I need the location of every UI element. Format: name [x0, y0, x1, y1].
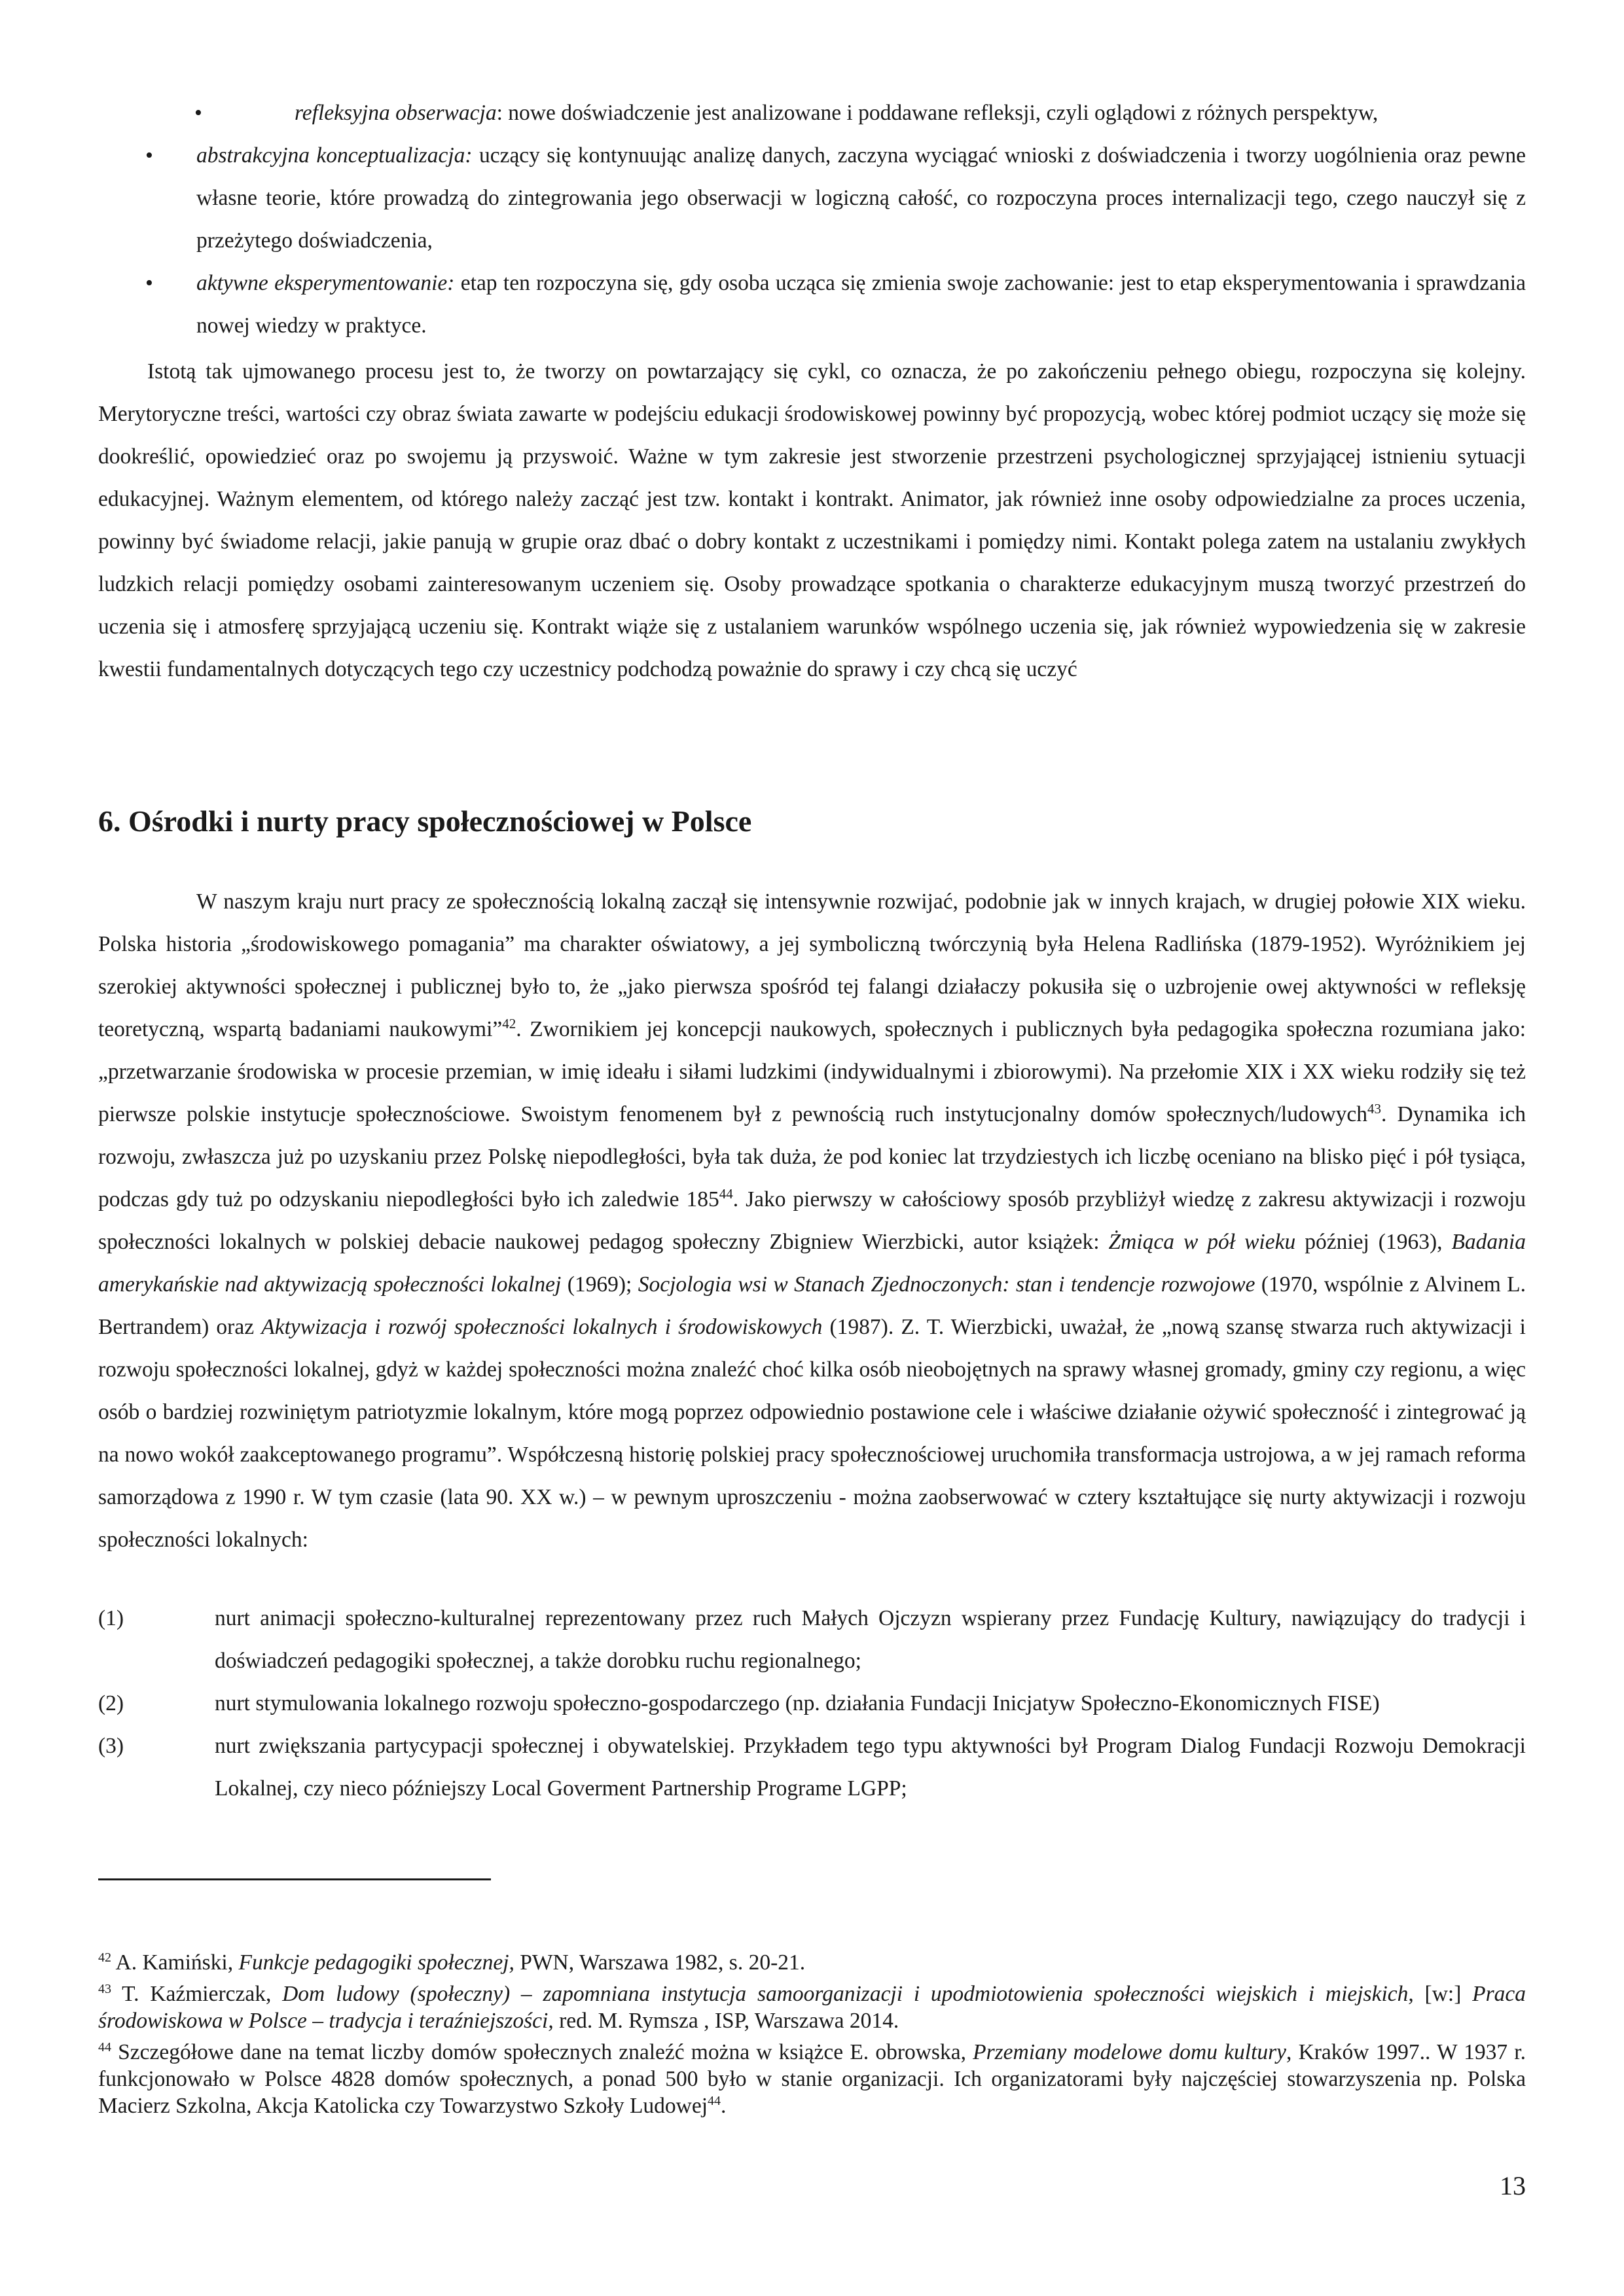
footnote-number: 42: [98, 1950, 111, 1965]
paragraph-text: (1970, wspólnie z Alvinem L. Bertrandem) oraz: [98, 1272, 1526, 1339]
footnote-text: , Kraków 1997.. W 1937 r. funkcjonowało w Polsce 4828 domów społecznych, a ponad 500 było w stanie organizacji. Ich organizatorami były najczęściej stowarzyszenia np. Polska Macierz Szkolna, Akcja Katolicka czy Towarzystwo Szkoły Ludowej: [98, 2040, 1526, 2118]
footnote-inner-ref: 44: [708, 2093, 721, 2108]
footnote-title: Dom ludowy (społeczny) – zapomniana instytucja samoorganizacji i upodmiotowienia społeczności wiejskich i miejskich,: [282, 1982, 1414, 2006]
numbered-list-item: [98, 1597, 1526, 1682]
book-title: Badania amerykańskie nad aktywizacją społeczności lokalnej: [98, 1230, 1526, 1297]
footnote-text: [w:]: [1413, 1982, 1473, 2006]
body-paragraph-community-work-history: [98, 880, 1526, 1561]
footnote-text: red. M. Rymsza , ISP, Warszawa 2014.: [553, 2009, 899, 2033]
bullet-item-reflective-observation: [98, 92, 1526, 134]
section-heading: 6. Ośrodki i nurty pracy społecznościowej w Polsce: [98, 804, 752, 838]
book-title: Socjologia wsi w Stanach Zjednoczonych: stan i tendencje rozwojowe: [638, 1272, 1255, 1297]
page-number: 13: [1500, 2171, 1526, 2200]
footnote-text: .: [721, 2094, 727, 2118]
paragraph-text: W naszym kraju nurt pracy ze społecznością lokalną zaczął się intensywnie rozwijać, podobnie jak w innych krajach, w drugiej połowie XIX wieku. Polska historia „środowiskowego pomagania” ma charakter oświatowy, a jej symboliczną twórczynią była Helena Radlińska (1879-1952). Wyróżnikiem jej szerokiej aktywności społecznej i publicznej było to, że „jako pierwsza spośród tej falangi działaczy pokusiła się o uzbrojenie owej aktywności w refleksję teoretyczną, wspartą badaniami naukowymi”: [98, 889, 1526, 1041]
footnote-separator: [98, 1878, 491, 1880]
paragraph-text: . Zwornikiem jej koncepcji naukowych, społecznych i publicznych była pedagogika społeczna rozumiana jako: „przetwarzanie środowiska w procesie przemian, w imię ideału i siłami ludzkimi (indywidualnymi i zbiorowymi). Na przełomie XIX i XX wieku rodziły się też pierwsze polskie instytucje społecznościowe. Swoistym fenomenem był z pewnością ruch instytucjonalny domów społecznych/ludowych: [98, 1017, 1526, 1126]
paragraph-text: później (1963),: [1295, 1230, 1452, 1254]
numbered-list-item: [98, 1725, 1526, 1810]
book-title: Żmiąca w pół wieku: [1108, 1230, 1296, 1254]
bullet-item-active-experimentation: [98, 262, 1526, 347]
footnote-title: Funkcje pedagogiki społecznej,: [238, 1950, 514, 1975]
footnote-ref-42[interactable]: 42: [502, 1015, 516, 1031]
list-item-text: nurt animacji społeczno-kulturalnej reprezentowany przez ruch Małych Ojczyzn wspierany przez Fundację Kultury, nawiązujący do tradycji i doświadczeń pedagogiki społecznej, a także dorobku ruchu regionalnego;: [215, 1606, 1526, 1673]
learning-cycle-bullet-list: [98, 92, 1526, 347]
footnote-43: [98, 1981, 1526, 2034]
list-item-number: (1): [98, 1606, 124, 1630]
list-item-number: (2): [98, 1691, 124, 1715]
footnote-42: [98, 1949, 1526, 1976]
footnote-ref-43[interactable]: 43: [1367, 1100, 1381, 1117]
footnote-number: 43: [98, 1981, 111, 1996]
paragraph-text: (1987). Z. T. Wierzbicki, uważał, że „nową szansę stwarza ruch aktywizacji i rozwoju społeczności lokalnej, gdyż w każdej społeczności można znaleźć choć kilka osób nieobojętnych na sprawy własnej gromady, gminy czy regionu, a więc osób o bardziej rozwiniętym patriotyzmie lokalnym, które mogą poprzez odpowiednio postawione cele i właściwe działanie ożywić społeczność i zintegrować ją na nowo wokół zaakceptowanego programu”. Współczesną historię polskiej pracy społecznościowej uruchomiła transformacja ustrojowa, a w jej ramach reforma samorządowa z 1990 r. W tym czasie (lata 90. XX w.) – w pewnym uproszczeniu - można zaobserwować w cztery kształtujące się nurty aktywizacji i rozwoju społeczności lokalnych:: [98, 1315, 1526, 1552]
footnotes-section: [98, 1949, 1526, 2124]
bullet-term: abstrakcyjna konceptualizacja:: [196, 143, 473, 168]
list-item-number: (3): [98, 1734, 124, 1758]
bullet-term: aktywne eksperymentowanie:: [196, 271, 455, 295]
book-title: Aktywizacja i rozwój społeczności lokalnych i środowiskowych: [261, 1315, 823, 1339]
paragraph-text: . Dynamika ich rozwoju, zwłaszcza już po uzyskaniu przez Polskę niepodległości, była tak duża, że pod koniec lat trzydziestych ich liczbę oceniano na blisko pięć i pół tysiąca, podczas gdy tuż po odzyskaniu niepodległości było ich zaledwie 185: [98, 1102, 1526, 1211]
footnote-title: Praca środowiskowa w Polsce – tradycja i teraźniejszości,: [98, 1982, 1526, 2033]
footnote-ref-44[interactable]: 44: [719, 1185, 733, 1202]
list-item-text: nurt stymulowania lokalnego rozwoju społeczno-gospodarczego (np. działania Fundacji Inicjatyw Społeczno-Ekonomicznych FISE): [215, 1691, 1380, 1715]
bullet-text: uczący się kontynuując analizę danych, zaczyna wyciągać wnioski z doświadczenia i tworzy uogólnienia oraz pewne własne teorie, które prowadzą do zintegrowania jego obserwacji w logiczną całość, co rozpoczyna proces internalizacji tego, czego nauczył się z przeżytego doświadczenia,: [196, 143, 1526, 253]
document-page: [98, 0, 1526, 2296]
footnote-title: Przemiany modelowe domu kultury: [973, 2040, 1287, 2064]
list-item-text: nurt zwiększania partycypacji społecznej i obywatelskiej. Przykładem tego typu aktywności był Program Dialog Fundacji Rozwoju Demokracji Lokalnej, czy nieco późniejszy Local Goverment Partnership Programe LGPP;: [215, 1734, 1526, 1801]
bullet-term: refleksyjna obserwacja: [295, 101, 497, 125]
paragraph-text: . Jako pierwszy w całościowy sposób przybliżył wiedzę z zakresu aktywizacji i rozwoju społeczności lokalnych w polskiej debacie naukowej pedagog społeczny Zbigniew Wierzbicki, autor książek:: [98, 1187, 1526, 1254]
body-paragraph-learning-cycle: Istotą tak ujmowanego procesu jest to, że tworzy on powtarzający się cykl, co oznacza, że po zakończeniu pełnego obiegu, rozpoczyna się kolejny. Merytoryczne treści, wartości czy obraz świata zawarte w podejściu edukacji środowiskowej powinny być propozycją, wobec której podmiot uczący się może się dookreślić, opowiedzieć oraz po swojemu ją przyswoić. Ważne w tym zakresie jest stworzenie przestrzeni psychologicznej sprzyjającej istnieniu sytuacji edukacyjnej. Ważnym elementem, od którego należy zacząć jest tzw. kontakt i kontrakt. Animator, jak również inne osoby odpowiedzialne za proces uczenia, powinny być świadome relacji, jakie panują w grupie oraz dbać o dobry kontakt z uczestnikami i pomiędzy nimi. Kontakt polega zatem na ustalaniu zwykłych ludzkich relacji pomiędzy osobami zainteresowanym uczeniem się. Osoby prowadzące spotkania o charakterze edukacyjnym muszą tworzyć przestrzeń do uczenia się i atmosferę sprzyjającą uczeniu się. Kontrakt wiąże się z ustalaniem warunków wspólnego uczenia się, jak również wypowiedzenia się w zakresie kwestii fundamentalnych dotyczących tego czy uczestnicy podchodzą poważnie do sprawy i czy chcą się uczyć: [98, 359, 1526, 681]
footnote-text: PWN, Warszawa 1982, s. 20-21.: [514, 1950, 806, 1975]
footnote-text: T. Kaźmierczak,: [111, 1982, 283, 2006]
bullet-text: : nowe doświadczenie jest analizowane i poddawane refleksji, czyli oglądowi z różnych perspektyw,: [496, 101, 1379, 125]
bullet-text: etap ten rozpoczyna się, gdy osoba ucząca się zmienia swoje zachowanie: jest to etap eksperymentowania i sprawdzania nowej wiedzy w praktyce.: [196, 271, 1526, 338]
footnote-text: Szczegółowe dane na temat liczby domów społecznych znaleźć można w książce E. obrowska,: [111, 2040, 973, 2064]
footnote-text: A. Kamiński,: [111, 1950, 239, 1975]
bullet-item-abstract-conceptualization: [98, 134, 1526, 262]
footnote-44: [98, 2039, 1526, 2119]
numbered-list-item: [98, 1682, 1526, 1725]
currents-numbered-list: [98, 1597, 1526, 1810]
footnote-number: 44: [98, 2039, 111, 2054]
paragraph-text: (1969);: [561, 1272, 638, 1297]
